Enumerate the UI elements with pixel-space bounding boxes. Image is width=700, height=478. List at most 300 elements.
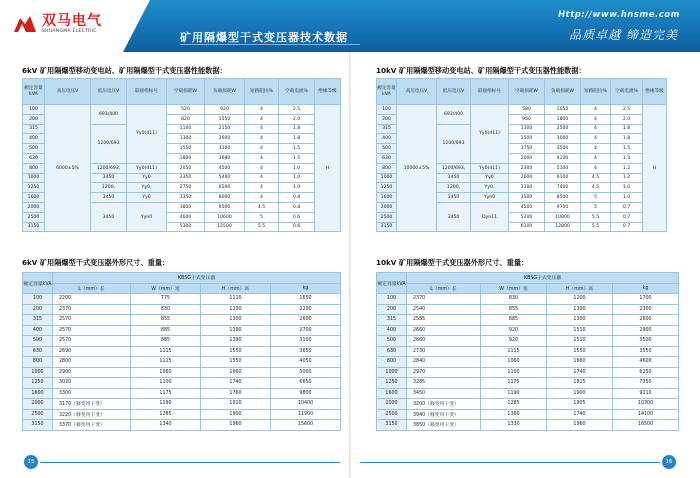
vector-group-cell: Yy0, xyxy=(471,183,509,193)
dim-row xyxy=(377,336,679,347)
left-dim-title: 6kV 矿用隔爆型干式变压器外形尺寸、重量： xyxy=(22,258,170,267)
lv-voltage-cell: 3450 xyxy=(91,173,127,183)
spec-cell: 4 xyxy=(245,183,279,193)
spec-cell: 4 xyxy=(245,144,279,154)
dim-cell: 4050 xyxy=(271,357,341,368)
vector-group-cell: Yy0(d11) xyxy=(127,163,167,173)
capacity-cell: 1250 xyxy=(23,183,45,193)
dim-cell: 1390 xyxy=(201,325,271,336)
dim-cell: 1300 xyxy=(201,315,271,326)
capacity-cell: 315 xyxy=(23,124,45,134)
dim-col-header: L（mm）长 xyxy=(53,283,131,294)
spec-cell: 5300 xyxy=(167,222,205,232)
spec-col-header: 高压电压V xyxy=(397,79,437,105)
dim-cell: 2600 xyxy=(613,315,679,326)
dim-cell: 2585 xyxy=(407,315,481,326)
dim-cell: 1100 xyxy=(481,367,547,378)
spec-cell: 1.5 xyxy=(611,153,643,163)
spec-cell: 5200 xyxy=(509,212,545,222)
spec-cell: 1550 xyxy=(205,114,245,124)
spec-cell: 4 xyxy=(245,153,279,163)
spec-cell: 0.8 xyxy=(279,193,315,203)
spec-cell: 2.5 xyxy=(611,105,643,115)
dim-cell: 1285 xyxy=(481,399,547,410)
dim-cell: 1740 xyxy=(201,378,271,389)
dim-cell: 9800 xyxy=(271,388,341,399)
dim-cell: 16500 xyxy=(613,420,679,431)
dim-cell: 5000 xyxy=(271,367,341,378)
spec-cell: 1.8 xyxy=(611,134,643,144)
dim-cell: 2700 xyxy=(271,325,341,336)
dim-cell: 920 xyxy=(481,325,547,336)
dim-row xyxy=(377,325,679,336)
dim-cell: 3940（移变用干变） xyxy=(407,409,481,420)
spec-cell: 4600 xyxy=(167,212,205,222)
spec-cell: 2300 xyxy=(509,163,545,173)
spec-cell: 3100 xyxy=(509,183,545,193)
dim-cell: 1740 xyxy=(547,409,613,420)
capacity-cell: 2500 xyxy=(377,409,407,420)
capacity-cell: 1600 xyxy=(23,193,45,203)
capacity-cell: 630 xyxy=(23,153,45,163)
dim-cell: 1190 xyxy=(131,399,201,410)
dim-cell: 3500 xyxy=(613,336,679,347)
spec-cell: 3500 xyxy=(509,193,545,203)
spec-cell: 2350 xyxy=(167,173,205,183)
spec-header-row xyxy=(23,79,341,105)
spec-cell: 2050 xyxy=(167,163,205,173)
dim-row xyxy=(23,304,341,315)
dim-cell: 1905 xyxy=(547,399,613,410)
spec-cell: 5 xyxy=(581,202,611,212)
spec-cell: 10600 xyxy=(205,212,245,222)
spec-cell: 4.5 xyxy=(245,202,279,212)
spec-cell: 4 xyxy=(581,105,611,115)
spec-cell: 0.6 xyxy=(279,222,315,232)
brand-logo xyxy=(12,12,102,36)
dim-cell: 1115 xyxy=(131,357,201,368)
dim-cell: 1510 xyxy=(547,325,613,336)
dim-cell: 1510 xyxy=(547,336,613,347)
lv-voltage-cell: 1200, xyxy=(91,183,127,193)
dim-cell: 3285 xyxy=(407,378,481,389)
capacity-cell: 1000 xyxy=(23,367,53,378)
page-number-right: 16 xyxy=(662,455,676,469)
capacity-cell: 2000 xyxy=(377,399,407,410)
dim-cell: 1760 xyxy=(201,388,271,399)
dim-cell: 1815 xyxy=(547,378,613,389)
capacity-cell: 2000 xyxy=(377,202,397,212)
dim-cell: 3220（移变用干变） xyxy=(53,409,131,420)
right-footer-line xyxy=(360,462,660,463)
spec-cell: 2600 xyxy=(205,134,245,144)
dim-header-row xyxy=(23,283,341,294)
lv-voltage-cell: 1200/693, xyxy=(91,163,127,173)
right-spec-title: 10kV 矿用隔爆型移动变电站、矿用隔爆型干式变压器性能数据： xyxy=(376,66,586,75)
hv-voltage-cell: 10000±5% xyxy=(397,105,437,232)
capacity-cell: 800 xyxy=(377,357,407,368)
dim-cell: 1910 xyxy=(201,399,271,410)
capacity-cell: 630 xyxy=(377,153,397,163)
spec-cell: 2.0 xyxy=(611,114,643,124)
capacity-cell: 800 xyxy=(377,163,397,173)
dim-cell: 1060 xyxy=(481,357,547,368)
spec-cell: 10800 xyxy=(545,212,581,222)
dim-cell: 2300 xyxy=(613,304,679,315)
dim-col-header: kg xyxy=(613,283,679,294)
dim-cell: 1700 xyxy=(613,294,679,305)
dim-row xyxy=(23,409,341,420)
spec-cell: 1.2 xyxy=(611,173,643,183)
right-dim-table xyxy=(376,272,679,431)
capacity-cell: 1000 xyxy=(377,173,397,183)
spec-col-header: 空载电流% xyxy=(279,79,315,105)
dim-group-header: KBSG干式变压器 xyxy=(53,273,341,284)
capacity-cell: 315 xyxy=(377,315,407,326)
dim-cell: 10400 xyxy=(271,399,341,410)
dim-row xyxy=(377,357,679,368)
capacity-cell: 630 xyxy=(23,346,53,357)
left-spec-table xyxy=(22,78,341,232)
spec-cell: 4 xyxy=(581,124,611,134)
dim-cell: 2570 xyxy=(53,325,131,336)
dim-row xyxy=(377,420,679,431)
dim-cell: 1115 xyxy=(481,346,547,357)
spec-cell: 0.8 xyxy=(279,202,315,212)
dim-row xyxy=(23,420,341,431)
horse-logo-icon xyxy=(12,12,38,36)
spec-cell: 4.5 xyxy=(581,183,611,193)
capacity-cell: 500 xyxy=(377,336,407,347)
dim-cell: 3650 xyxy=(271,346,341,357)
insulation-class-cell: H xyxy=(643,105,667,232)
dim-cell: 2570 xyxy=(53,315,131,326)
lv-voltage-cell: 693/400 xyxy=(437,105,471,125)
logo-subtext: SHUANGMA ELECTRIC xyxy=(42,29,97,34)
dim-row xyxy=(377,409,679,420)
spec-row xyxy=(23,105,341,115)
spec-cell: 1800 xyxy=(167,153,205,163)
spec-cell: 580 xyxy=(509,105,545,115)
capacity-cell: 400 xyxy=(377,134,397,144)
dim-cell: 2900 xyxy=(613,325,679,336)
dim-cell: 6650 xyxy=(271,378,341,389)
spec-cell: 4 xyxy=(581,163,611,173)
capacity-cell: 2000 xyxy=(23,399,53,410)
left-spec-title: 6kV 矿用隔爆型移动变电站、矿用隔爆型干式变压器性能数据： xyxy=(22,66,227,75)
spec-cell: 1.8 xyxy=(279,124,315,134)
dim-row xyxy=(23,388,341,399)
dim-col-header: L（mm）长 xyxy=(407,283,481,294)
spec-cell: 1.0 xyxy=(279,173,315,183)
dim-cell: 1200 xyxy=(201,304,271,315)
lv-voltage-cell: 693/400 xyxy=(91,105,127,125)
spec-header-row xyxy=(377,79,667,105)
spec-cell: 5 xyxy=(245,212,279,222)
spec-col-header: 短路阻抗% xyxy=(245,79,279,105)
dim-cell: 4600 xyxy=(613,357,679,368)
spec-cell: 2000 xyxy=(509,153,545,163)
capacity-cell: 400 xyxy=(23,325,53,336)
spec-cell: 4 xyxy=(245,173,279,183)
spec-cell: 4.5 xyxy=(581,173,611,183)
dim-cell: 830 xyxy=(131,304,201,315)
spec-cell: 1.0 xyxy=(611,193,643,203)
capacity-cell: 1600 xyxy=(377,388,407,399)
dim-cell: 2840 xyxy=(407,357,481,368)
capacity-cell: 200 xyxy=(377,114,397,124)
vector-group-cell: Yy0 xyxy=(471,173,509,183)
spec-cell: 9700 xyxy=(545,202,581,212)
dim-cell: 2600 xyxy=(271,315,341,326)
spec-col-header: 绝缘等级 xyxy=(643,79,667,105)
spec-cell: 5.5 xyxy=(245,222,279,232)
spec-cell: 5100 xyxy=(545,163,581,173)
spec-cell: 12800 xyxy=(545,222,581,232)
dim-cell: 3300 xyxy=(53,388,131,399)
dim-cell: 2900 xyxy=(53,367,131,378)
lv-voltage-cell: 3450 xyxy=(437,202,471,231)
lv-voltage-cell: 1200/693, xyxy=(437,163,471,173)
spec-cell: 1800 xyxy=(545,114,581,124)
dim-cell: 1110 xyxy=(201,294,271,305)
capacity-cell: 200 xyxy=(377,304,407,315)
spec-cell: 0.7 xyxy=(611,202,643,212)
dim-cell: 1200 xyxy=(547,294,613,305)
spec-cell: 2150 xyxy=(205,124,245,134)
dim-cell: 1300 xyxy=(547,304,613,315)
capacity-cell: 100 xyxy=(377,294,407,305)
capacity-cell: 3150 xyxy=(23,420,53,431)
spec-cell: 1.2 xyxy=(611,163,643,173)
dim-cell: 3020 xyxy=(53,378,131,389)
spec-cell: 3000 xyxy=(545,134,581,144)
dim-cell: 1190 xyxy=(481,388,547,399)
capacity-cell: 800 xyxy=(23,357,53,368)
spec-cell: 4 xyxy=(245,105,279,115)
vector-group-cell: Yy0(d11) xyxy=(471,163,509,173)
hv-voltage-cell: 6000±5% xyxy=(45,105,91,232)
dim-cell: 2800 xyxy=(53,357,131,368)
dim-cell: 2570 xyxy=(53,336,131,347)
dim-cell: 1550 xyxy=(201,346,271,357)
dim-cell: 2730 xyxy=(407,346,481,357)
spec-cell: 2500 xyxy=(545,124,581,134)
vector-group-cell: Yy0 xyxy=(127,193,167,203)
dim-cell: 3850（移变用干变） xyxy=(407,420,481,431)
dim-cell: 3450 xyxy=(407,388,481,399)
dim-row xyxy=(377,346,679,357)
dim-cell: 1660 xyxy=(547,357,613,368)
spec-col-header: 高压电压V xyxy=(45,79,91,105)
dim-cell: 1340 xyxy=(131,420,201,431)
spec-cell: 5400 xyxy=(205,173,245,183)
dim-row xyxy=(23,346,341,357)
dim-cell: 2370 xyxy=(53,304,131,315)
spec-cell: 3800 xyxy=(167,202,205,212)
capacity-cell: 1250 xyxy=(23,378,53,389)
spec-cell: 1.5 xyxy=(279,153,315,163)
dim-cell: 1550 xyxy=(547,346,613,357)
dim-cell: 775 xyxy=(131,294,201,305)
spec-cell: 5 xyxy=(581,193,611,203)
dim-row xyxy=(23,399,341,410)
slogan: 品质卓越 缔造完美 xyxy=(569,28,678,42)
spec-col-header: 负载损耗W xyxy=(545,79,581,105)
dim-cell: 1900 xyxy=(547,388,613,399)
dim-row xyxy=(23,378,341,389)
dim-cell: 10300 xyxy=(613,399,679,410)
dim-col-header: kg xyxy=(271,283,341,294)
capacity-cell: 1000 xyxy=(377,367,407,378)
capacity-cell: 3150 xyxy=(377,420,407,431)
lv-voltage-cell: 1200/693 xyxy=(437,124,471,163)
dim-row xyxy=(23,315,341,326)
capacity-cell: 315 xyxy=(377,124,397,134)
spec-cell: 920 xyxy=(205,105,245,115)
dim-header-row xyxy=(377,283,679,294)
spec-cell: 4 xyxy=(245,114,279,124)
website-url[interactable]: Http://www.hnsme.com xyxy=(558,10,680,20)
dim-cell: 3100 xyxy=(271,336,341,347)
capacity-cell: 100 xyxy=(23,105,45,115)
dim-cell: 1285 xyxy=(131,409,201,420)
dim-cell: 1660 xyxy=(201,367,271,378)
dim-cell: 2200 xyxy=(53,294,131,305)
spec-cell: 3680 xyxy=(205,153,245,163)
spec-cell: 1.0 xyxy=(611,183,643,193)
capacity-cell: 315 xyxy=(23,315,53,326)
spec-cell: 4 xyxy=(245,163,279,173)
dim-header-row xyxy=(377,273,679,284)
lv-voltage-cell: 1200, xyxy=(437,183,471,193)
spec-cell: 4 xyxy=(245,193,279,203)
spec-cell: 7400 xyxy=(545,183,581,193)
spec-cell: 1.8 xyxy=(279,134,315,144)
spec-cell: 4 xyxy=(581,114,611,124)
page-title: 矿用隔爆型干式变压器技术数据 xyxy=(180,31,348,44)
dim-cell: 3370（移变用干变） xyxy=(53,420,131,431)
spec-col-header: 低压电压V xyxy=(91,79,127,105)
capacity-cell: 1600 xyxy=(23,388,53,399)
spec-cell: 2600 xyxy=(509,173,545,183)
dim-cell: 2970 xyxy=(407,367,481,378)
capacity-cell: 500 xyxy=(23,144,45,154)
dim-cell: 9210 xyxy=(613,388,679,399)
spec-col-header: 联接组标号 xyxy=(471,79,509,105)
spec-cell: 4 xyxy=(581,144,611,154)
spec-cell: 12500 xyxy=(205,222,245,232)
spec-cell: 820 xyxy=(167,114,205,124)
dim-col-header: W（mm）宽 xyxy=(481,283,547,294)
insulation-class-cell: H xyxy=(315,105,341,232)
spec-col-header: 负载损耗W xyxy=(205,79,245,105)
vector-group-cell: Yy0(d11) xyxy=(471,105,509,164)
right-dim-title: 10kV 矿用隔爆型干式变压器外形尺寸、重量： xyxy=(376,258,529,267)
dim-cell: 3200（移变用干变） xyxy=(407,399,481,410)
spec-cell: 1750 xyxy=(509,144,545,154)
dim-row xyxy=(377,378,679,389)
spec-col-header: 联接组标号 xyxy=(127,79,167,105)
capacity-cell: 2500 xyxy=(377,212,397,222)
dim-row xyxy=(23,294,341,305)
capacity-cell: 1250 xyxy=(377,378,407,389)
dim-cell: 1100 xyxy=(131,378,201,389)
left-dim-table xyxy=(22,272,341,431)
spec-col-header: 额定容量kVA xyxy=(23,79,45,105)
capacity-cell: 100 xyxy=(23,294,53,305)
page-spine xyxy=(349,52,351,478)
dim-cell: 830 xyxy=(481,294,547,305)
right-spec-table xyxy=(376,78,667,232)
dim-cell: 11900 xyxy=(271,409,341,420)
dim-cell: 1550 xyxy=(201,357,271,368)
title-underline xyxy=(180,44,360,45)
capacity-cell: 1000 xyxy=(23,173,45,183)
capacity-cell: 400 xyxy=(23,134,45,144)
dim-cell: 7350 xyxy=(613,378,679,389)
dim-col-header: H（mm）高 xyxy=(547,283,613,294)
dim-cell: 6250 xyxy=(613,367,679,378)
lv-voltage-cell: 3450 xyxy=(91,193,127,203)
dim-row xyxy=(377,294,679,305)
dim-cell: 1175 xyxy=(481,378,547,389)
dim-row xyxy=(23,336,341,347)
spec-cell: 1550 xyxy=(167,144,205,154)
spec-cell: 1.8 xyxy=(611,124,643,134)
spec-cell: 4500 xyxy=(509,202,545,212)
spec-cell: 8000 xyxy=(205,193,245,203)
capacity-cell: 100 xyxy=(377,105,397,115)
dim-cell: 3170（移变用干变） xyxy=(53,399,131,410)
dim-cell: 1740 xyxy=(547,367,613,378)
capacity-cell: 500 xyxy=(23,336,53,347)
header-banner xyxy=(0,0,700,52)
lv-voltage-cell: 1200/693 xyxy=(91,124,127,163)
spec-cell: 4 xyxy=(245,134,279,144)
spec-cell: 1100 xyxy=(167,124,205,134)
vector-group-cell: Yy0(d11) xyxy=(127,105,167,164)
dim-row xyxy=(377,388,679,399)
dim-cell: 1300 xyxy=(547,315,613,326)
dim-col-header: 额定容量kVA xyxy=(377,273,407,294)
dim-cell: 1360 xyxy=(481,409,547,420)
vector-group-cell: Dyn11 xyxy=(471,202,509,231)
lv-voltage-cell: 3450 xyxy=(437,173,471,183)
vector-group-cell: Yyn0 xyxy=(471,193,509,203)
dim-cell: 14100 xyxy=(613,409,679,420)
spec-cell: 3500 xyxy=(545,144,581,154)
spec-cell: 4100 xyxy=(545,153,581,163)
spec-cell: 2750 xyxy=(167,183,205,193)
dim-cell: 1115 xyxy=(131,346,201,357)
vector-group-cell: Yy0 xyxy=(127,173,167,183)
capacity-cell: 1600 xyxy=(377,193,397,203)
dim-group-header: KBSG干式变压器 xyxy=(407,273,679,284)
spec-cell: 1300 xyxy=(167,134,205,144)
dim-cell: 885 xyxy=(481,315,547,326)
capacity-cell: 630 xyxy=(377,346,407,357)
spec-col-header: 空载损耗W xyxy=(167,79,205,105)
dim-cell: 1390 xyxy=(201,336,271,347)
spec-cell: 4 xyxy=(581,153,611,163)
dim-row xyxy=(23,367,341,378)
dim-row xyxy=(377,304,679,315)
dim-cell: 920 xyxy=(481,336,547,347)
spec-col-header: 低压电压V xyxy=(437,79,471,105)
spec-cell: 1300 xyxy=(509,124,545,134)
logo-text: 双马电气 xyxy=(42,13,102,29)
